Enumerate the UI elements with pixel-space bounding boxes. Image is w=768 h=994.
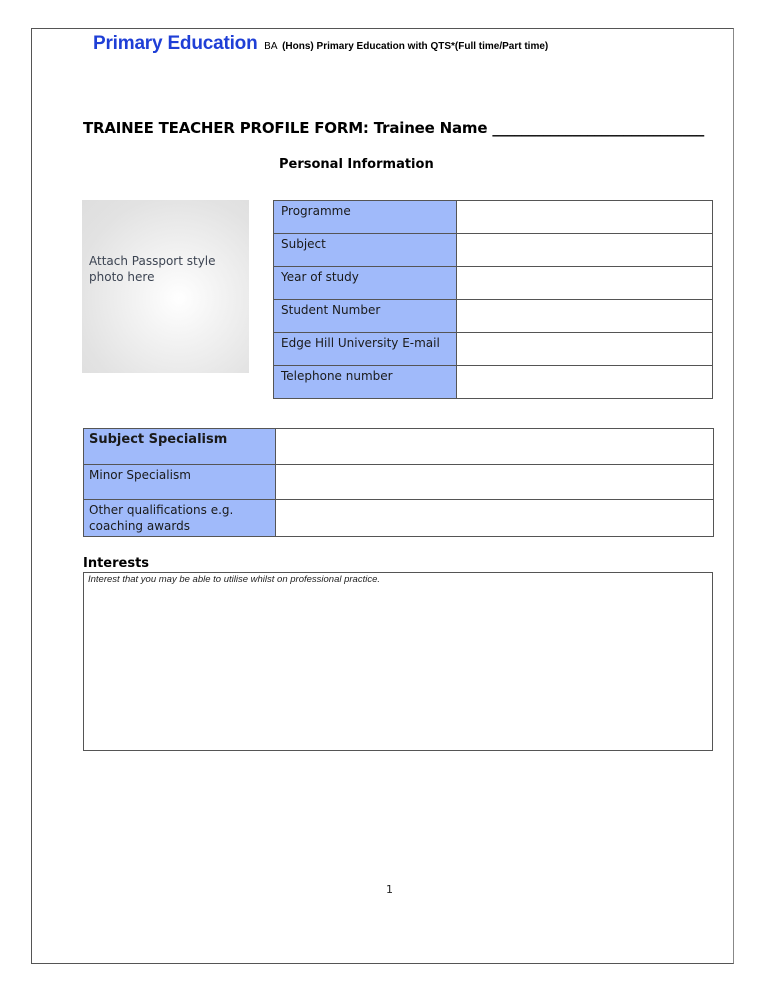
subject-label: Subject: [274, 234, 457, 267]
table-row: [274, 333, 713, 366]
form-title[interactable]: TRAINEE TEACHER PROFILE FORM: Trainee Name _____________________________: [83, 119, 705, 137]
document-header: [93, 33, 548, 55]
other-qualifications-label: Other qualifications e.g. coaching awards: [84, 500, 276, 537]
personal-information-heading: Personal Information: [279, 157, 434, 172]
student-number-label: Student Number: [274, 300, 457, 333]
telephone-label: Telephone number: [274, 366, 457, 399]
degree-prefix: BA: [263, 41, 278, 52]
minor-specialism-field[interactable]: [276, 465, 714, 500]
student-number-field[interactable]: [457, 300, 713, 333]
page-number: 1: [386, 883, 393, 896]
year-of-study-label: Year of study: [274, 267, 457, 300]
programme-field[interactable]: [457, 201, 713, 234]
table-row: [274, 267, 713, 300]
interests-textarea[interactable]: [83, 572, 713, 751]
brand-title: Primary Education: [93, 33, 258, 54]
other-qualifications-field[interactable]: [276, 500, 714, 537]
interests-hint: Interest that you may be able to utilise whilst on professional practice.: [88, 574, 381, 585]
table-row: [274, 300, 713, 333]
table-row: [274, 366, 713, 399]
table-row: [84, 465, 714, 500]
subject-specialism-label: Subject Specialism: [84, 429, 276, 465]
table-row: [84, 429, 714, 465]
table-row: [274, 201, 713, 234]
passport-photo-placeholder[interactable]: [82, 200, 249, 373]
subject-specialism-field[interactable]: [276, 429, 714, 465]
telephone-field[interactable]: [457, 366, 713, 399]
email-label: Edge Hill University E-mail: [274, 333, 457, 366]
personal-information-table: [273, 200, 713, 399]
minor-specialism-label: Minor Specialism: [84, 465, 276, 500]
email-field[interactable]: [457, 333, 713, 366]
table-row: [84, 500, 714, 537]
degree-description: (Hons) Primary Education with QTS*(Full time/Part time): [282, 41, 549, 52]
programme-label: Programme: [274, 201, 457, 234]
interests-heading: Interests: [83, 556, 150, 571]
year-of-study-field[interactable]: [457, 267, 713, 300]
photo-placeholder-text: Attach Passport style photo here: [89, 254, 216, 284]
subject-field[interactable]: [457, 234, 713, 267]
table-row: [274, 234, 713, 267]
specialism-table: [83, 428, 714, 537]
